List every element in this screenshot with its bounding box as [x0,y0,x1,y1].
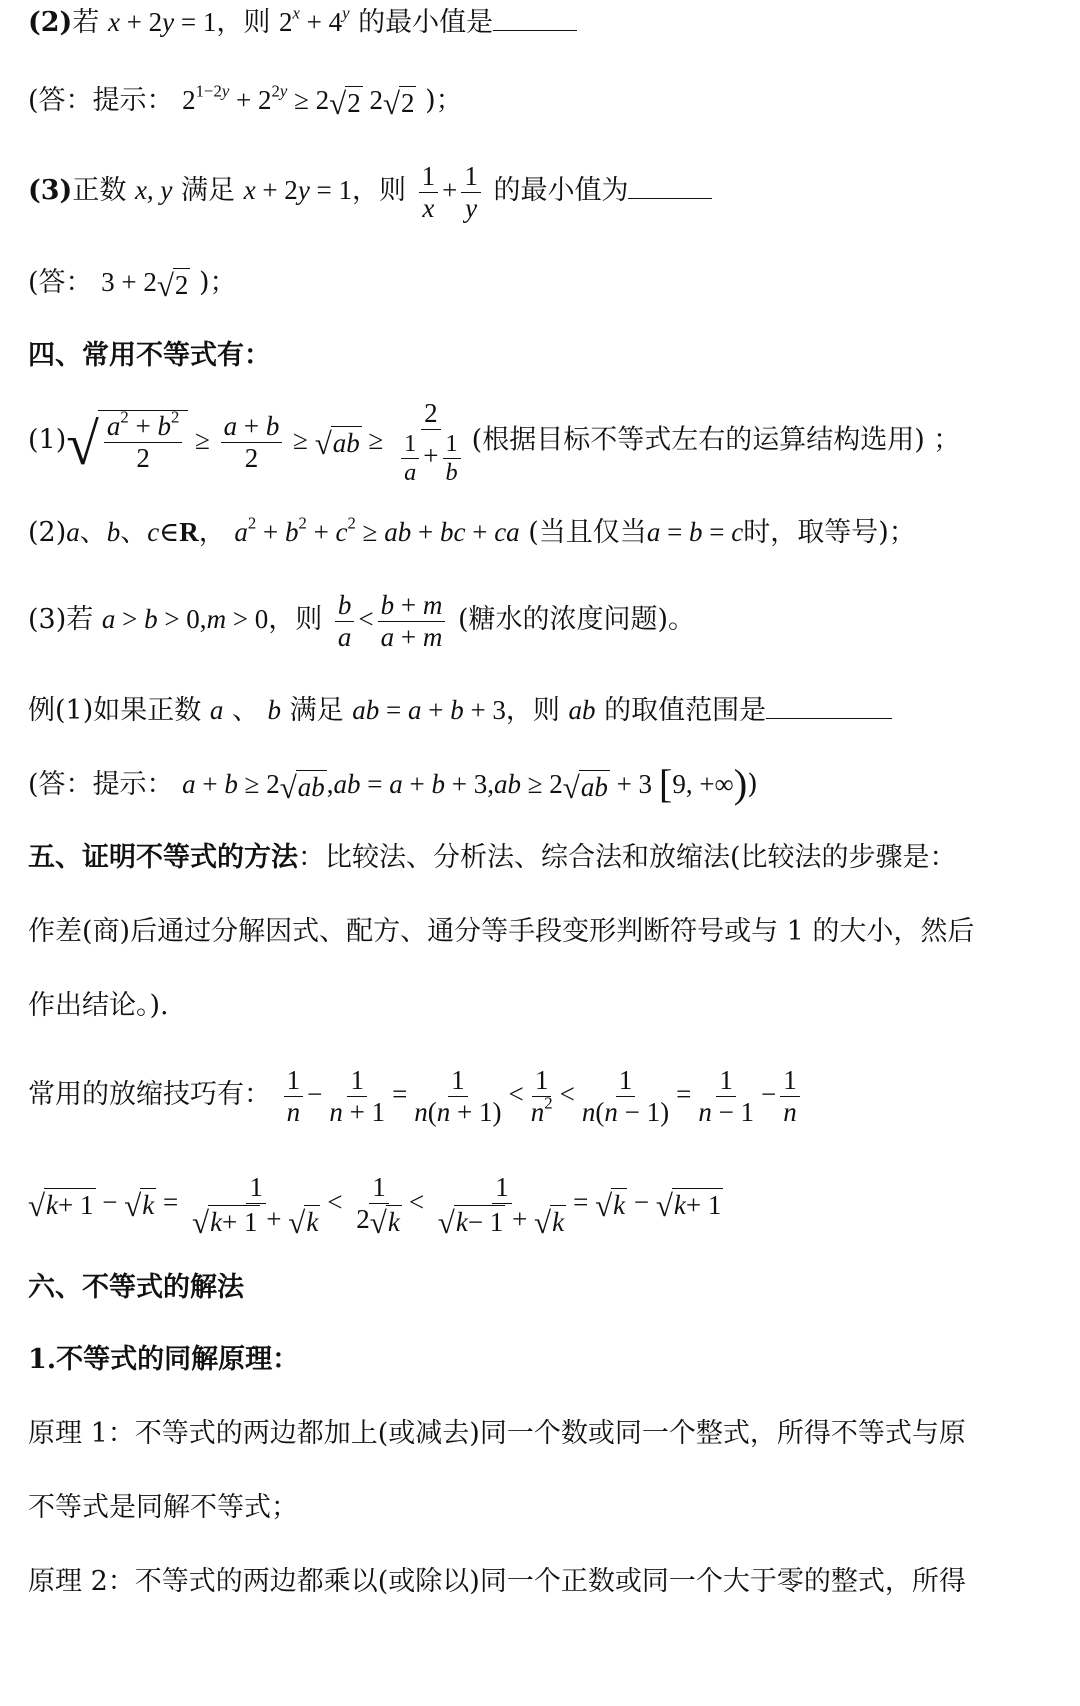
answer-head: (答： [28,267,93,298]
var-a: a [209,695,224,725]
hint-expression: $2^{1-2y} + 2^{2y} \ge 2$ √ 2 2 √ 2 [182,81,415,122]
principle-2-line-1: 原理 2：不等式的两边都乘以(或除以)同一个正数或同一个大于零的整式，所得 [28,1566,966,1597]
example-mid: 满足 [289,695,344,726]
item-note-2: 时，取等号)； [743,517,916,548]
answer-head: (答：提示： [28,769,174,800]
principle-1-line-2: 不等式是同解不等式； [28,1492,298,1523]
item-label: (3)若 [28,604,94,635]
item-note: (当且仅当 [528,517,647,548]
condition: a > b > 0,m > 0 [101,604,269,634]
example-tail: 的取值范围是 [604,695,767,726]
item-label: (1) [28,424,67,456]
problem-label: (2) [28,7,73,38]
problem-label: (3) [28,175,73,206]
problem-mid: 满足 [181,175,235,206]
item-note: (根据目标不等式左右的运算结构选用) ； [471,424,961,456]
inequality-item-3 [28,584,695,655]
inequality-item-1 [28,398,960,487]
answer-tail: )； [425,85,463,116]
problem-then: ，则 [352,175,407,206]
real-numbers: a、b、c∈R [66,517,199,547]
example-then: ，则 [505,695,560,726]
root-difference-bounds: √ k + 1 − √ k = 1 √ k + 1 + √ k < 1 2 √ k < 1 √ k − 1 + √ k = √ k − √ k + 1 [28,1171,722,1241]
equation: x + 2y = 1 [107,7,217,37]
problem-tail: 的最小值是 [358,7,494,38]
scaling-tricks-1 [28,1054,804,1135]
principle-1-line-1: 原理 1：不等式的两边都加上(或减去)同一个数或同一个整式，所得不等式与原 [28,1418,966,1449]
item-label: (2) [28,517,67,548]
answer-value: 3 + 2 √ 2 [101,267,189,304]
expression: $\frac{1}{x}$ + $\frac{1}{y}$ [415,175,485,205]
equation: ab = a + b + 3 [352,695,506,725]
problem-text: 若 [72,7,100,38]
section-heading-4: 四、常用不等式有： [28,340,271,371]
paragraph-line: 作差(商)后通过分解因式、配方、通分等手段变形判断符号或与 1 的大小，然后 [28,916,975,947]
answer-blank [766,718,892,719]
problem-tail: 的最小值为 [493,175,629,206]
squares-inequality: $a^2 + b^2 + c^2$ ≥ ab + bc + ca [234,513,520,547]
problem-2-question: (2)若 x + 2y = 1，则 $2^x + 4^y$ 的最小值是 [28,2,577,43]
var-ab: ab [568,695,596,725]
section-heading-5: 五、证明不等式的方法 [28,842,298,873]
answer-head: (答：提示： [28,85,174,116]
example-1-question [28,690,892,731]
variables: x, y [134,175,173,205]
item-then: ，则 [268,604,323,635]
problem-2-answer [28,80,463,121]
inequality-item-2: (2)a、b、c∈R， $a^2 + b^2 + c^2$ ≥ ab + bc + ca (当且仅当a = b = c时，取等号)； [28,513,916,548]
mean-inequality: √ $\frac{a^2 + b^2}{2}$ ≥ $\frac{a + b}{2}$ ≥ √ ab ≥ 2 $\frac{1}{a}$ + $\frac{1}{b}$ [66,425,471,455]
example-text: 例(1)如果正数 [28,695,202,726]
scaling-tricks-2 [28,1162,723,1243]
sugar-water-inequality: $\frac{b}{a}$ < $\frac{b + m}{a + m}$ [331,604,449,634]
reciprocal-square-bounds: $\frac{1}{n}$ − $\frac{1}{n + 1}$ = $\frac{1}{n(n + 1)}$ < $\frac{1}{n^2}$ < $\frac{1}{n(n - 1)}$ = $\frac{1}{n - 1}$ − $\frac{1}{n}$ [280,1079,804,1109]
paragraph-line: 作出结论。). [28,990,169,1021]
equality-condition: a = b = c [646,517,744,547]
subsection-heading: 1.不等式的同解原理： [28,1344,300,1375]
tricks-label: 常用的放缩技巧有： [28,1079,271,1110]
answer-blank [628,198,712,199]
example-1-answer [28,761,758,806]
section-text: ：比较法、分析法、综合法和放缩法(比较法的步骤是： [298,842,957,873]
problem-text: 正数 [72,175,127,206]
problem-3-answer [28,262,237,303]
answer-blank [493,30,577,31]
answer-tail: ) [747,769,758,800]
section-heading-6: 六、不等式的解法 [28,1272,244,1303]
section-5-paragraph [28,838,957,878]
problem-3-question [28,160,712,224]
equation: x + 2y = 1 [243,175,353,205]
var-b: b [267,695,282,725]
item-note: (糖水的浓度问题)。 [457,604,696,635]
hint-expression: a + b ≥ 2 √ ab ,ab = a + b + 3,ab ≥ 2 √ ab + 3 [9, +∞) [182,761,748,806]
answer-tail: )； [199,267,237,298]
expression: $2^x + 4^y$ [278,3,350,37]
example-sep: 、 [231,695,259,726]
